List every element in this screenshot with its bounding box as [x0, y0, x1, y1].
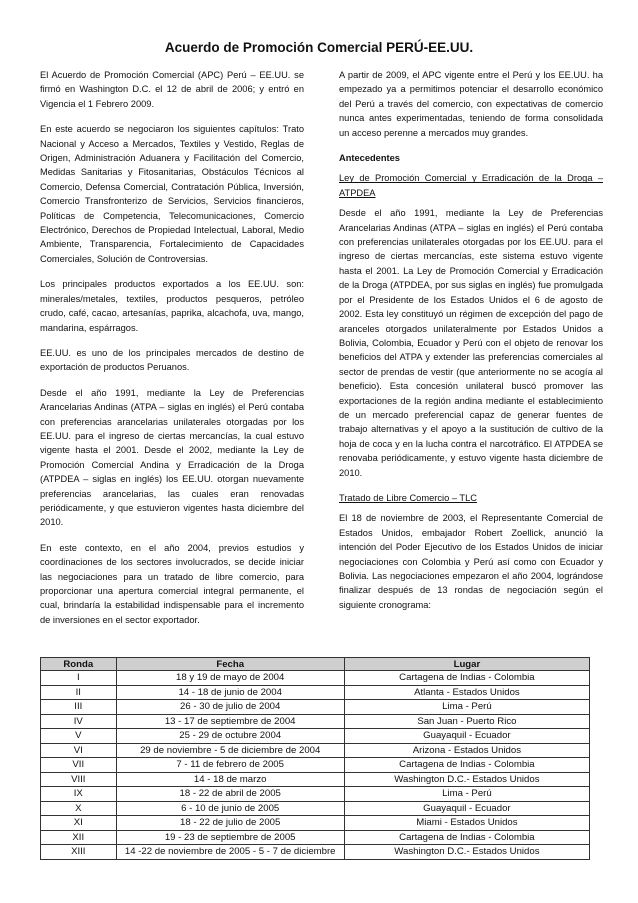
cell-lugar: Arizona - Estados Unidos	[344, 743, 589, 758]
heading-antecedentes: Antecedentes	[339, 153, 400, 164]
table-row	[41, 801, 590, 816]
paragraph-apc-intro: A partir de 2009, el APC vigente entre el Perú y los EE.UU. ha empezado ya a permitimos potenciar el desarrollo económico del Perú a través del comercio, con expectativas de comercio nunca antes experimentadas, teniendo de forma consolidada un acceso perenne a mercados muy grandes.	[339, 70, 603, 138]
cell-fecha: 14 - 18 de marzo	[116, 772, 344, 787]
cell-lugar: Cartagena de Indias - Colombia	[344, 671, 589, 686]
cell-ronda: XII	[41, 830, 117, 845]
cell-ronda: I	[41, 671, 117, 686]
paragraph-negotiation-context: En este contexto, en el año 2004, previos estudios y coordinaciones de los sectores involucrados, se decide iniciar las negociaciones para un tratado de libre comercio, para proporcionar una apertura comercial integral permanente, el cual, brindaría la estabilidad indispensable para el incremento de inversiones en el sector exportador.	[40, 542, 304, 625]
cell-lugar: Cartagena de Indias - Colombia	[344, 830, 589, 845]
cell-lugar: Guayaquil - Ecuador	[344, 801, 589, 816]
cell-lugar: Washington D.C.- Estados Unidos	[344, 772, 589, 787]
cell-ronda: XI	[41, 816, 117, 831]
cell-lugar: San Juan - Puerto Rico	[344, 714, 589, 729]
cell-fecha: 14 -22 de noviembre de 2005 - 5 - 7 de diciembre	[116, 845, 344, 860]
left-column	[40, 68, 304, 638]
header-lugar: Lugar	[344, 658, 589, 671]
cell-ronda: II	[41, 685, 117, 700]
table-header-row	[41, 658, 590, 671]
table-row	[41, 830, 590, 845]
cell-ronda: VII	[41, 758, 117, 773]
cell-lugar: Guayaquil - Ecuador	[344, 729, 589, 744]
paragraph-us-market: EE.UU. es uno de los principales mercados de destino de exportación de productos Peruanos.	[40, 347, 304, 373]
cell-ronda: IX	[41, 787, 117, 802]
table-body	[41, 671, 590, 860]
cell-fecha: 6 - 10 de junio de 2005	[116, 801, 344, 816]
cell-fecha: 19 - 23 de septiembre de 2005	[116, 830, 344, 845]
cell-ronda: XIII	[41, 845, 117, 860]
cell-lugar: Atlanta - Estados Unidos	[344, 685, 589, 700]
paragraph-atpdea: Desde el año 1991, mediante la Ley de Preferencias Arancelarias Andinas (ATPA – siglas en inglés) el Perú contaba con preferencias unilaterales otorgadas por los EE.UU. para el ingreso de ciertas mercancías, este sistema estuvo vigente hasta el 2001. La Ley de Promoción Comercial y Erradicación de la Droga (ATPDEA, por sus siglas en inglés) fue promulgada por el Presidente de los Estados Unidos el 6 de agosto de 2002. Esta ley constituyó un régimen de excepción del pago de aranceles otorgados unilateralmente por Estados Unidos a Bolivia, Colombia, Ecuador y Perú con el objeto de renovar los beneficios del ATPA y extender las preferencias comerciales al sector de prendas de vestir (que anteriormente no se acogía al beneficio). Esta concesión unilateral buscó promover las exportaciones de la región andina mediante el establecimiento de un mercado preferencial capaz de generar fuentes de trabajo alternativas y el apoyo a la sustitución de cultivo de la hoja de coca y en la lucha contra el narcotráfico. El ATPDEA se renovaba periódicamente, y estuvo vigente hasta diciembre de 2010.	[339, 208, 603, 478]
heading-atpdea: Ley de Promoción Comercial y Erradicación de la Droga – ATPDEA	[339, 173, 603, 198]
cell-ronda: III	[41, 700, 117, 715]
cell-lugar: Miami - Estados Unidos	[344, 816, 589, 831]
paragraph-tlc: El 18 de noviembre de 2003, el Representante Comercial de Estados Unidos, embajador Robert Zoellick, anunció la intención del Poder Ejecutivo de los Estados Unidos de iniciar negociaciones con Colombia y Perú así como con Ecuador y Bolivia. Las negociaciones empezaron el año 2004, lográndose finalizar después de 13 rondas de negociación según el siguiente cronograma:	[339, 513, 603, 610]
table-row	[41, 671, 590, 686]
header-ronda: Ronda	[41, 658, 117, 671]
page-title: Acuerdo de Promoción Comercial PERÚ-EE.UU.	[164, 40, 474, 55]
table-row	[41, 772, 590, 787]
right-column	[339, 68, 603, 623]
table-row	[41, 700, 590, 715]
table-row	[41, 743, 590, 758]
cell-fecha: 18 - 22 de julio de 2005	[116, 816, 344, 831]
cell-fecha: 14 - 18 de junio de 2004	[116, 685, 344, 700]
table-row	[41, 758, 590, 773]
paragraph-atpa-history: Desde el año 1991, mediante la Ley de Preferencias Arancelarias Andinas (ATPA – siglas en inglés) el Perú contaba con preferencias arancelarias unilaterales otorgadas por los EE.UU. para el ingreso de ciertas mercancías, la cual estuvo vigente hasta el 2001. Desde el 2002, mediante la Ley de Promoción Comercial Andina y Erradicación de la Droga (ATPDEA – siglas en inglés) los EE.UU. otorgan nuevamente preferencias arancelarias, las cuales eran renovadas periódicamente, y que estuvieron vigentes hasta diciembre del 2010.	[40, 387, 304, 528]
table-row	[41, 816, 590, 831]
cell-lugar: Cartagena de Indias - Colombia	[344, 758, 589, 773]
cell-fecha: 26 - 30 de julio de 2004	[116, 700, 344, 715]
cell-fecha: 18 y 19 de mayo de 2004	[116, 671, 344, 686]
cell-lugar: Washington D.C.- Estados Unidos	[344, 845, 589, 860]
negotiation-schedule-table	[40, 657, 590, 860]
table-row	[41, 729, 590, 744]
table-row	[41, 714, 590, 729]
cell-lugar: Lima - Perú	[344, 787, 589, 802]
cell-fecha: 13 - 17 de septiembre de 2004	[116, 714, 344, 729]
paragraph-chapters: En este acuerdo se negociaron los siguientes capítulos: Trato Nacional y Acceso a Mercados, Textiles y Vestido, Reglas de Origen, Administración Aduanera y Facilitación del Comercio, Medidas Sanitarias y Fitosanitarias, Obstáculos Técnicos al Comercio, Defensa Comercial, Contratación Pública, Inversión, Comercio Transfronterizo de Servicios, Servicios financieros, Políticas de Competencia, Telecomunicaciones, Comercio Electrónico, Derechos de Propiedad Intelectual, Laboral, Medio Ambiente, Transparencia, Fortalecimiento de Capacidades Comerciales, Solución de Controversias.	[40, 124, 304, 264]
table-row	[41, 787, 590, 802]
cell-ronda: V	[41, 729, 117, 744]
paragraph-exports: Los principales productos exportados a los EE.UU. son: minerales/metales, textiles, productos pesqueros, petróleo crudo, café, cacao, artesanías, paprika, alcachofa, uva, mango, mandarina, espárragos.	[40, 279, 304, 333]
cell-fecha: 29 de noviembre - 5 de diciembre de 2004	[116, 743, 344, 758]
table-row	[41, 845, 590, 860]
cell-ronda: VIII	[41, 772, 117, 787]
cell-ronda: IV	[41, 714, 117, 729]
cell-lugar: Lima - Perú	[344, 700, 589, 715]
paragraph-apc-signing: El Acuerdo de Promoción Comercial (APC) Perú – EE.UU. se firmó en Washington D.C. el 12 de abril de 2006; y entró en Vigencia el 1 Febrero 2009.	[40, 70, 304, 109]
cell-ronda: VI	[41, 743, 117, 758]
heading-tlc: Tratado de Libre Comercio – TLC	[339, 492, 477, 503]
cell-fecha: 18 - 22 de abril de 2005	[116, 787, 344, 802]
cell-fecha: 25 - 29 de octubre 2004	[116, 729, 344, 744]
header-fecha: Fecha	[116, 658, 344, 671]
table-row	[41, 685, 590, 700]
cell-fecha: 7 - 11 de febrero de 2005	[116, 758, 344, 773]
cell-ronda: X	[41, 801, 117, 816]
